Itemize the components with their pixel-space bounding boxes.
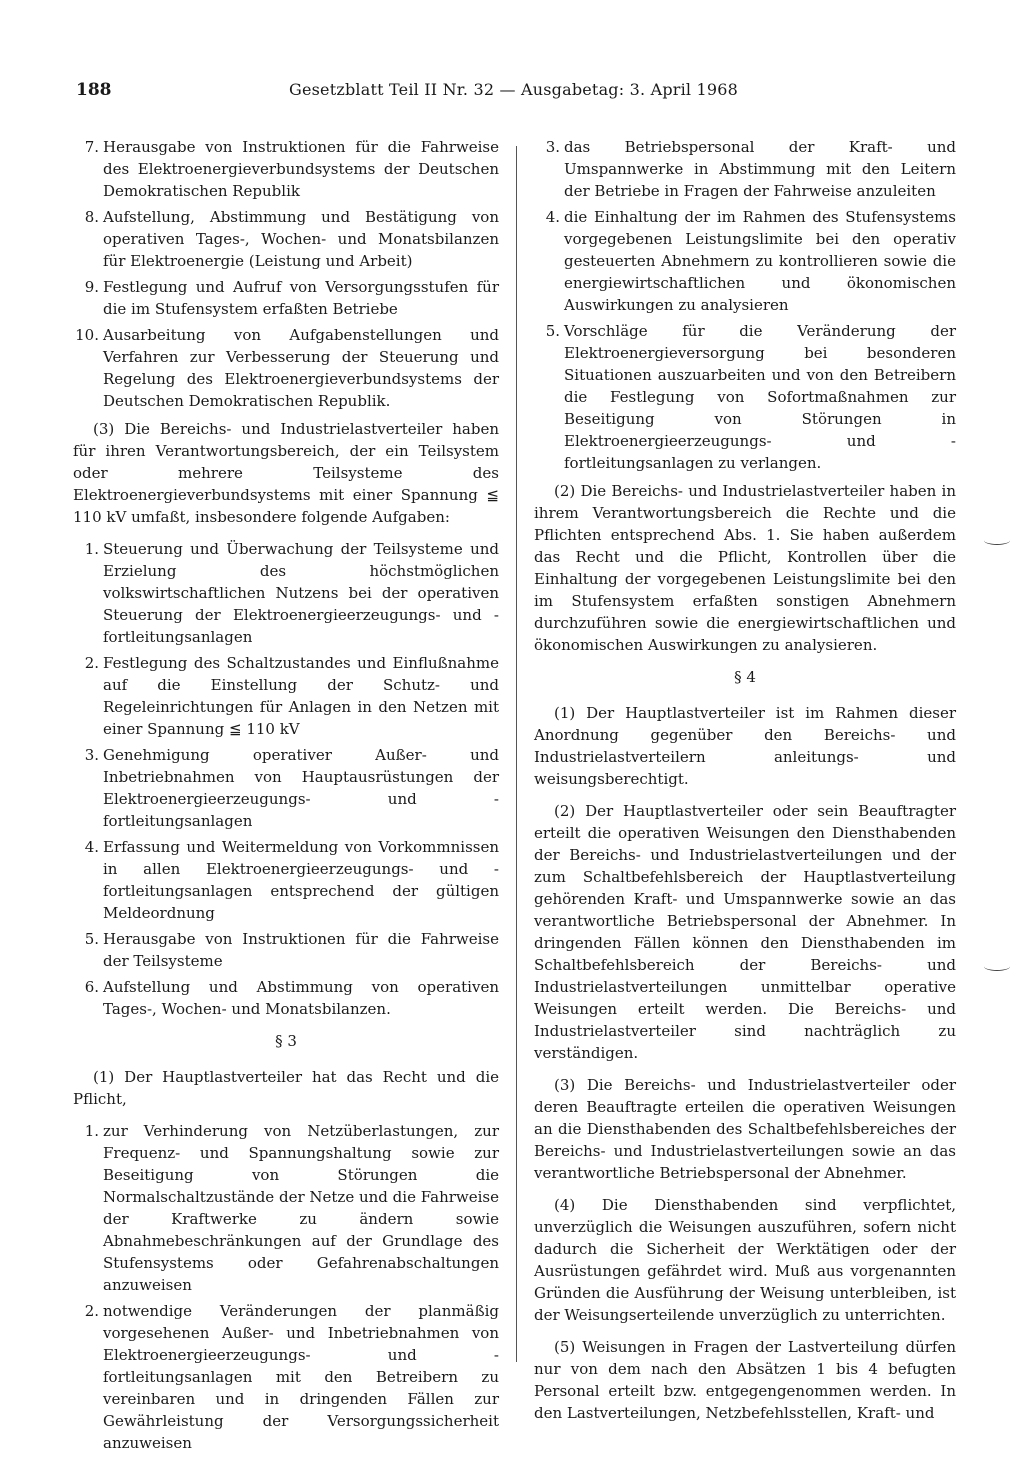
page-header-title: Gesetzblatt Teil II Nr. 32 — Ausgabetag: 3. April 1968	[289, 80, 739, 99]
list-item-text: Genehmigung operativer Außer- und Inbetriebnahmen von Hauptausrüstungen der Elektroenergieerzeugungs- und -fortleitungsanlagen	[103, 746, 499, 830]
list-item	[73, 1120, 499, 1296]
list-item-number: 4.	[545, 208, 560, 226]
list-items-1-6	[73, 538, 499, 1020]
section-4-paragraph: (4) Die Diensthabenden sind verpflichtet, unverzüglich die Weisungen auszuführen, sofern nicht dadurch die Sicherheit der Werktätigen oder der Ausrüstungen gefährdet wird. Muß aus vorgenannten Gründen die Ausführung der Weisung unterbleiben, ist der Weisungserteilende unverzüglich zu unterrichten.	[534, 1196, 956, 1324]
left-column	[73, 136, 499, 1458]
list-item	[73, 136, 499, 202]
list-item-text: notwendige Veränderungen der planmäßig vorgesehenen Außer- und Inbetriebnahmen von Elektroenergieerzeugungs- und -fortleitungsanlagen mit den Betreibern zu vereinbaren und in dringenden Fällen zur Gewährleistung der Versorgungssicherheit anzuweisen	[103, 1302, 499, 1452]
section-4-paragraph: (2) Der Hauptlastverteiler oder sein Beauftragter erteilt die operativen Weisungen den Diensthabenden der Bereichs- und Industrielastverteilungen und der zum Schaltbefehlsbereich der Hauptlastverteilung gehörenden Kraft- und Umspannwerke sowie an das verantwortliche Betriebspersonal der Abnehmer. In dringenden Fällen können den Diensthabenden im Schaltbefehlsbereich der Bereichs- und Industrielastverteilungen unmittelbar operative Weisungen erteilt werden. Die Bereichs- und Industrielastverteiler sind nachträglich zu verständigen.	[534, 802, 956, 1062]
list-item-text: die Einhaltung der im Rahmen des Stufensystems vorgegebenen Leistungslimite bei den operativ gesteuerten Abnehmern zu kontrollieren sowie die energiewirtschaftlichen und ökonomischen Auswirkungen zu analysieren	[564, 208, 956, 314]
list-item-text: Festlegung des Schaltzustandes und Einflußnahme auf die Einstellung der Schutz- und Regeleinrichtungen für Anlagen in den Netzen mit einer Spannung ≦ 110 kV	[103, 654, 499, 738]
right-column	[534, 136, 956, 1434]
section-heading-3: § 3	[275, 1032, 297, 1050]
list-item-text: Aufstellung und Abstimmung von operativen Tages-, Wochen- und Monatsbilanzen.	[103, 978, 499, 1018]
section-4-paragraph: (5) Weisungen in Fragen der Lastverteilung dürfen nur von dem nach den Absätzen 1 bis 4 befugten Personal erteilt bzw. entgegengenommen werden. In den Lastverteilungen, Netzbefehlsstellen, Kraft- und	[534, 1338, 956, 1422]
list-item-text: Steuerung und Überwachung der Teilsysteme und Erzielung des höchstmöglichen volkswirtschaftlichen Nutzens bei der operativen Steuerung der Elektroenergieerzeugungs- und -fortleitungsanlagen	[103, 540, 499, 646]
list-item-number: 6.	[84, 978, 99, 996]
list-item	[73, 744, 499, 832]
margin-mark	[984, 962, 1010, 971]
list-items-s3-cont	[534, 136, 956, 474]
list-item-text: Aufstellung, Abstimmung und Bestätigung von operativen Tages-, Wochen- und Monatsbilanzen für Elektroenergie (Leistung und Arbeit)	[103, 208, 499, 270]
list-item-number: 9.	[84, 278, 99, 296]
list-item	[73, 976, 499, 1020]
list-item-text: Herausgabe von Instruktionen für die Fahrweise des Elektroenergieverbundsystems der Deutschen Demokratischen Republik	[103, 138, 499, 200]
list-item	[73, 1300, 499, 1454]
list-item	[534, 136, 956, 202]
section-heading-4: § 4	[734, 668, 756, 686]
column-divider	[516, 146, 517, 1362]
list-item	[73, 652, 499, 740]
list-item-number: 5.	[84, 930, 99, 948]
list-item-number: 4.	[84, 838, 99, 856]
list-item-number: 3.	[545, 138, 560, 156]
list-item-number: 3.	[84, 746, 99, 764]
list-item-text: Festlegung und Aufruf von Versorgungsstufen für die im Stufensystem erfaßten Betriebe	[103, 278, 499, 318]
list-items-s3	[73, 1120, 499, 1454]
page-number: 188	[76, 80, 112, 100]
list-item-number: 8.	[84, 208, 99, 226]
section-3-paragraph-1: (1) Der Hauptlastverteiler hat das Recht und die Pflicht,	[73, 1068, 499, 1108]
list-item-text: Vorschläge für die Veränderung der Elektroenergieversorgung bei besonderen Situationen auszuarbeiten und von den Betreibern die Festlegung von Sofortmaßnahmen zur Beseitigung von Störungen in Elektroenergieerzeugungs- und -fortleitungsanlagen zu verlangen.	[564, 322, 956, 472]
list-item	[73, 538, 499, 648]
list-item-number: 1.	[84, 1122, 99, 1140]
list-item	[534, 206, 956, 316]
margin-mark	[984, 536, 1010, 545]
list-item-number: 2.	[84, 654, 99, 672]
section-3-paragraph-2: (2) Die Bereichs- und Industrielastverteiler haben in ihrem Verantwortungsbereich die Rechte und die Pflichten entsprechend Abs. 1. Sie haben außerdem das Recht und die Pflicht, Kontrollen über die Einhaltung der vorgegebenen Leistungslimite bei den im Stufensystem erfaßten sonstigen Abnehmern durchzuführen sowie die energiewirtschaftlichen und ökonomischen Auswirkungen zu analysieren.	[534, 482, 956, 654]
list-item-text: Herausgabe von Instruktionen für die Fahrweise der Teilsysteme	[103, 930, 499, 970]
list-item-number: 5.	[545, 322, 560, 340]
section-4-paragraph: (3) Die Bereichs- und Industrielastverteiler oder deren Beauftragte erteilen die operativen Weisungen an die Diensthabenden des Schaltbefehlsbereiches der Bereichs- und Industrielastverteilungen sowie an das verantwortliche Betriebspersonal der Abnehmer.	[534, 1076, 956, 1182]
list-item	[73, 928, 499, 972]
list-item-number: 10.	[75, 326, 99, 344]
list-item	[73, 206, 499, 272]
list-item	[73, 276, 499, 320]
list-item-text: Ausarbeitung von Aufgabenstellungen und Verfahren zur Verbesserung der Steuerung und Regelung des Elektroenergieverbundsystems der Deutschen Demokratischen Republik.	[103, 326, 499, 410]
list-item	[73, 836, 499, 924]
list-item-text: Erfassung und Weitermeldung von Vorkommnissen in allen Elektroenergieerzeugungs- und -fortleitungsanlagen entsprechend der gültigen Meldeordnung	[103, 838, 499, 922]
list-items-7-10	[73, 136, 499, 412]
list-item	[73, 324, 499, 412]
list-item-number: 2.	[84, 1302, 99, 1320]
paragraph-3: (3) Die Bereichs- und Industrielastverteiler haben für ihren Verantwortungsbereich, der ein Teilsystem oder mehrere Teilsysteme des Elektroenergieverbundsystems mit einer Spannung ≦ 110 kV umfaßt, insbesondere folgende Aufgaben:	[73, 420, 499, 526]
list-item-number: 1.	[84, 540, 99, 558]
list-item-text: das Betriebspersonal der Kraft- und Umspannwerke in Abstimmung mit den Leitern der Betriebe in Fragen der Fahrweise anzuleiten	[564, 138, 956, 200]
list-item-text: zur Verhinderung von Netzüberlastungen, zur Frequenz- und Spannungshaltung sowie zur Beseitigung von Störungen die Normalschaltzustände der Netze und die Fahrweise der Kraftwerke zu ändern sowie Abnahmebeschränkungen auf der Grundlage des Stufensystems oder Gefahrenabschaltungen anzuweisen	[103, 1122, 499, 1294]
list-item	[534, 320, 956, 474]
list-item-number: 7.	[84, 138, 99, 156]
section-4-paragraph: (1) Der Hauptlastverteiler ist im Rahmen dieser Anordnung gegenüber den Bereichs- und Industrielastverteilern anleitungs- und weisungsberechtigt.	[534, 704, 956, 788]
